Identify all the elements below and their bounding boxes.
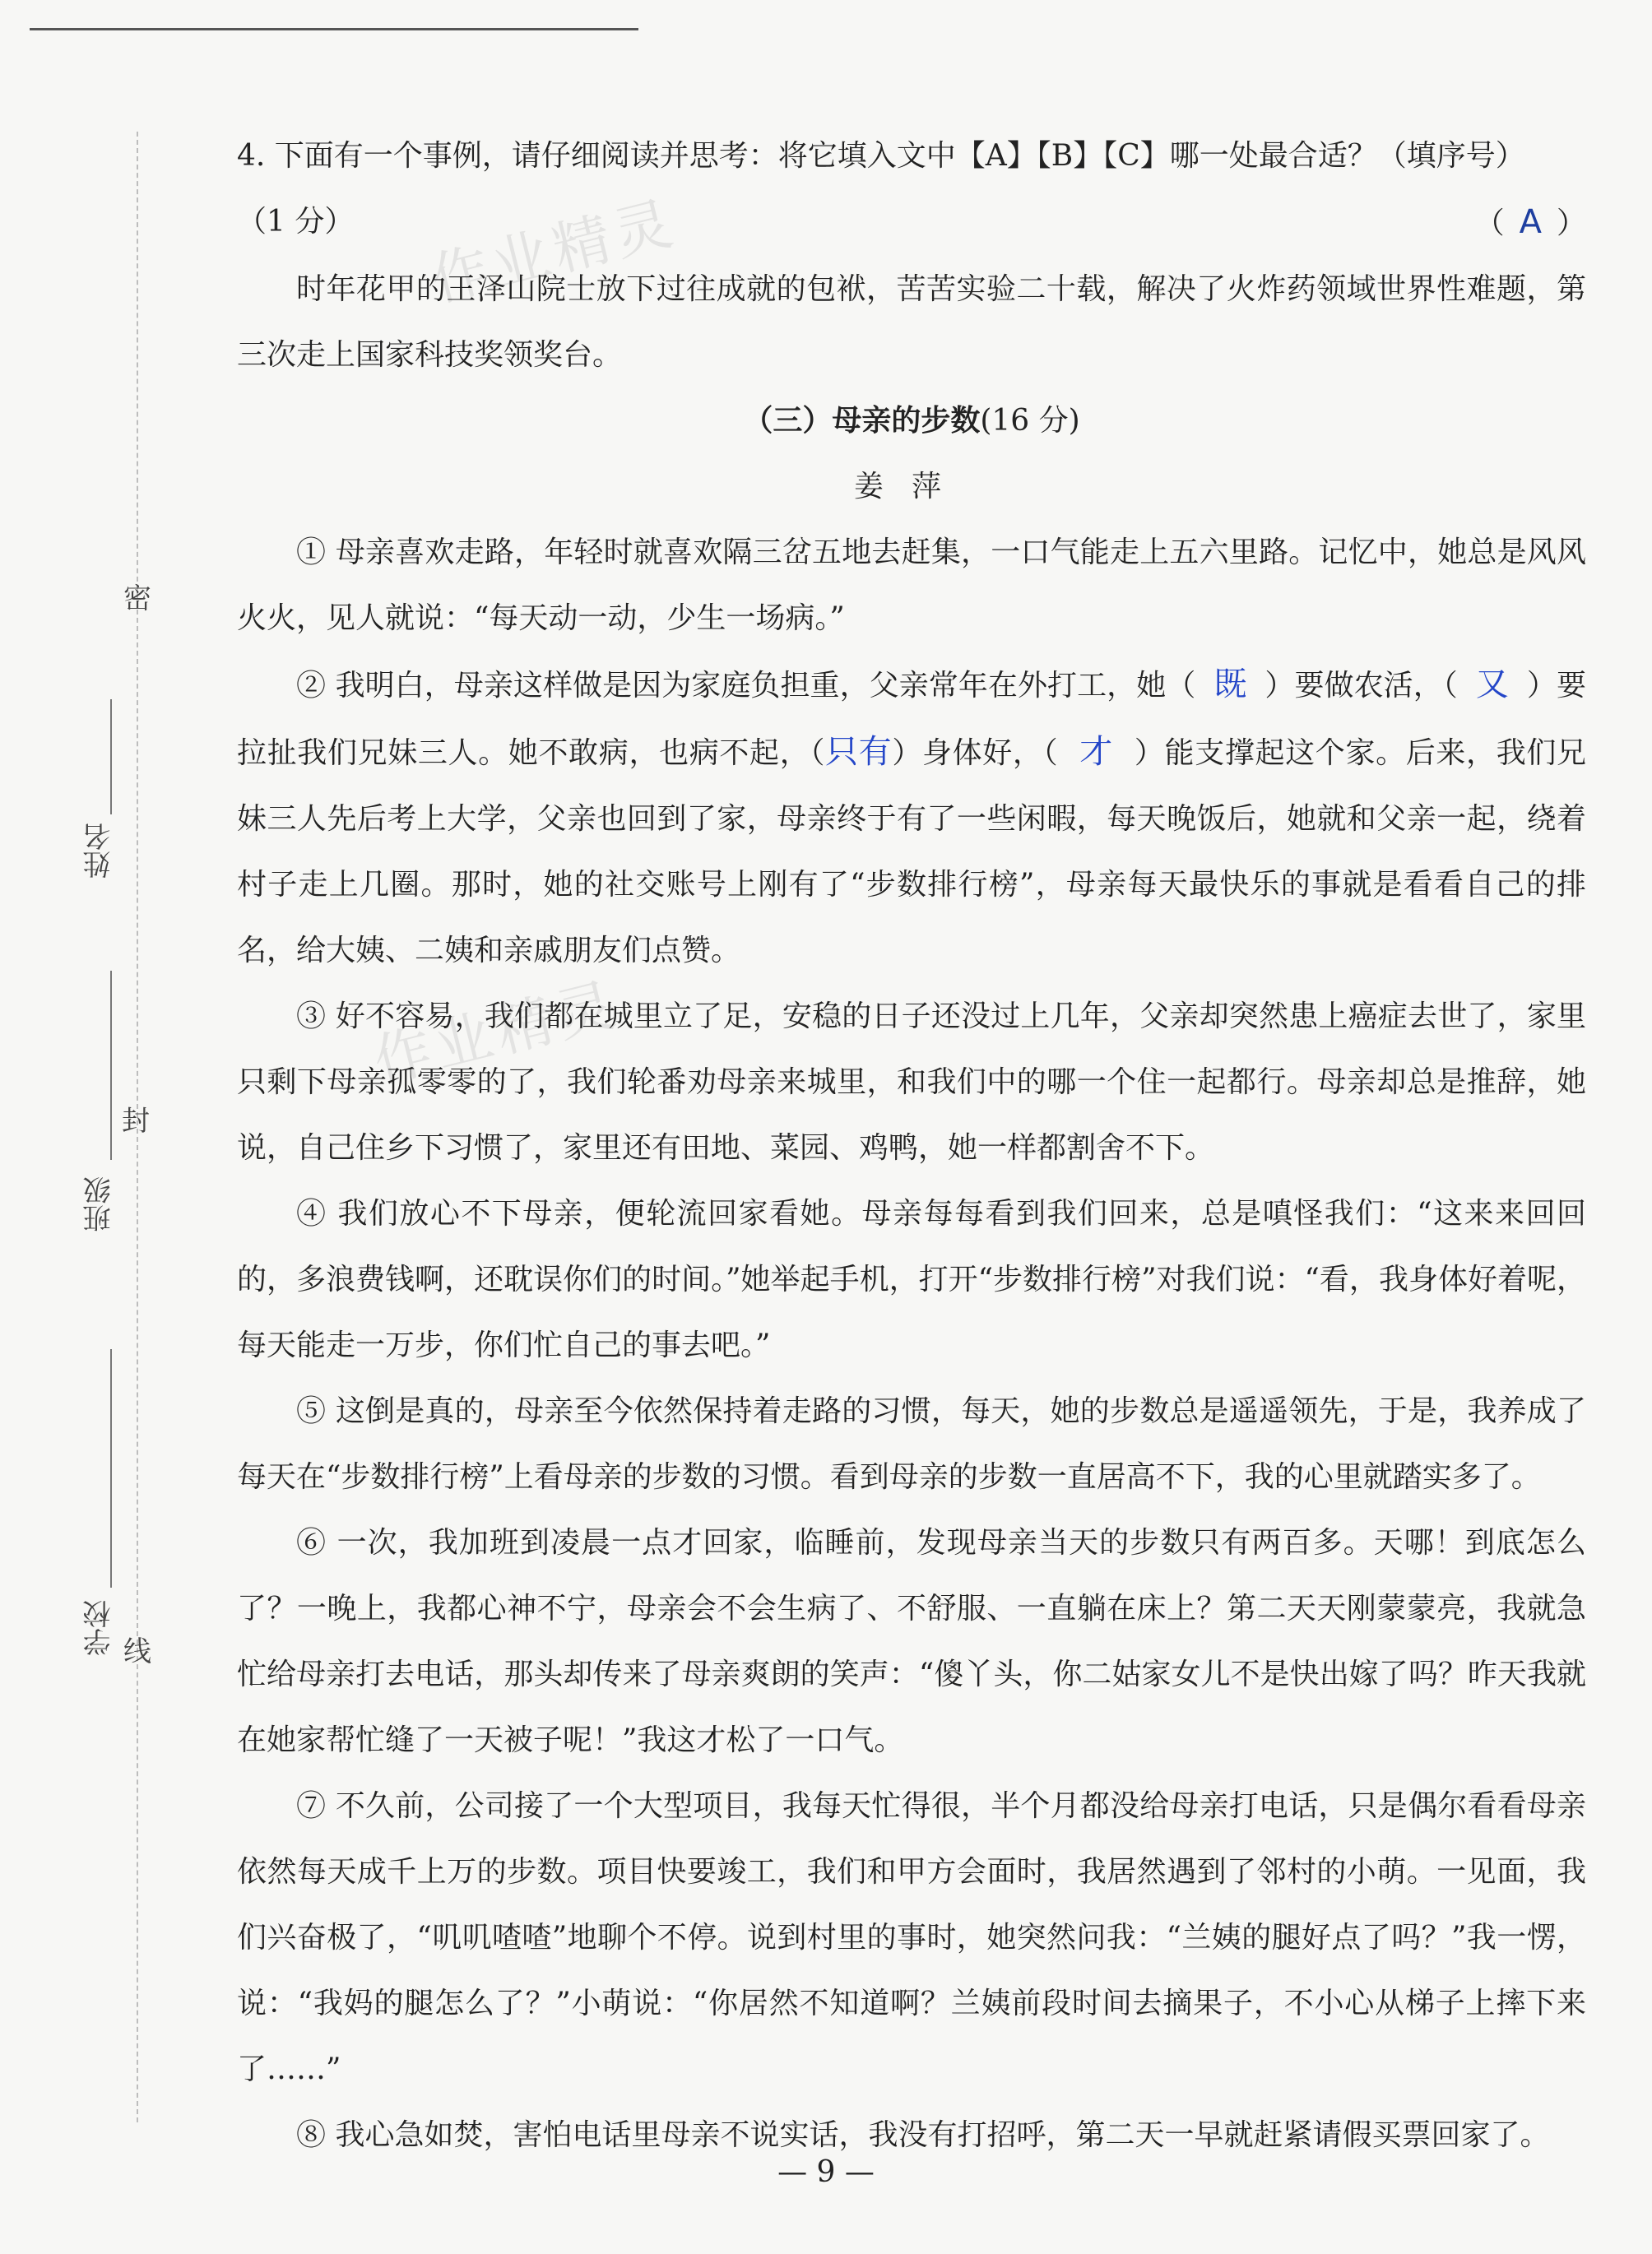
question-4-answer: A xyxy=(1519,203,1542,241)
question-4-answer-box[interactable] xyxy=(1475,189,1586,257)
paragraph-6: ⑥ 一次，我加班到凌晨一点才回家，临睡前，发现母亲当天的步数只有两百多。天哪！到底怎么了？一晚上，我都心神不宁，母亲会不会生病了、不舒服、一直躺在床上？第二天天刚蒙蒙亮，我就急忙给母亲打去电话，那头却传来了母亲爽朗的笑声：“傻丫头，你二姑家女儿不是快出嫁了吗？昨天我就在她家帮忙缝了一天被子呢！”我这才松了一口气。 xyxy=(237,1526,1586,1757)
page-number: — 9 — xyxy=(777,2155,875,2189)
class-field-label: 班级 xyxy=(83,1176,116,1232)
paragraph-8: ⑧ 我心急如焚，害怕电话里母亲不说实话，我没有打招呼，第二天一早就赶紧请假买票回家了。 xyxy=(296,2118,1550,2152)
section-title xyxy=(237,388,1586,454)
seal-word-xian: 线 xyxy=(123,1635,151,1668)
question-4-example: 时年花甲的王泽山院士放下过往成就的包袱，苦苦实验二十载，解决了火炸药领域世界性难题，第三次走上国家科技奖领奖台。 xyxy=(237,272,1586,372)
content-area xyxy=(237,123,1586,2168)
answer-close-paren: ） xyxy=(1556,206,1586,240)
seal-word-mi: 密 xyxy=(123,582,151,615)
paragraph-2 xyxy=(237,652,1586,984)
school-field-label: 学校 xyxy=(83,1600,116,1656)
fill-blank-1[interactable]: 既 xyxy=(1213,666,1247,703)
section-title-text: （三）母亲的步数 xyxy=(743,404,981,438)
seal-word-feng: 封 xyxy=(122,1105,150,1138)
answer-open-paren: （ xyxy=(1474,206,1505,240)
fill-blank-4[interactable]: 才 xyxy=(1079,733,1113,771)
class-field-line[interactable] xyxy=(110,971,112,1160)
question-4-score: （1 分） xyxy=(237,205,355,239)
p2-text-a: ② 我明白，母亲这样做是因为家庭负担重，父亲常年在外打工，她（ xyxy=(296,669,1196,703)
question-4-prompt: 4. 下面有一个事例，请仔细阅读并思考：将它填入文中【A】【B】【C】哪一处最合适？（填序号） xyxy=(237,139,1525,173)
paragraph-7: ⑦ 不久前，公司接了一个大型项目，我每天忙得很，半个月都没给母亲打电话，只是偶尔看看母亲依然每天成千上万的步数。项目快要竣工，我们和甲方会面时，我居然遇到了邻村的小萌。一见面，我们兴奋极了，“叽叽喳喳”地聊个不停。说到村里的事时，她突然问我：“兰姨的腿好点了吗？”我一愣，说：“我妈的腿怎么了？”小萌说：“你居然不知道啊？兰姨前段时间去摘果子，不小心从梯子上摔下来了……” xyxy=(237,1789,1586,2086)
watermark: 作业精灵 xyxy=(424,188,684,315)
watermark: 作业精灵 xyxy=(366,970,626,1097)
p2-text-e: ）能支撑起这个家。后来，我们兄妹三人先后考上大学，父亲也回到了家，母亲终于有了一些闲暇，每天晚饭后，她就和父亲一起，绕着村子走上几圈。那时，她的社交账号上刚有了“步数排行榜”，母亲每天最快乐的事就是看看自己的排名，给大姨、二姨和亲戚朋友们点赞。 xyxy=(237,736,1586,967)
paragraph-3: ③ 好不容易，我们都在城里立了足，安稳的日子还没过上几年，父亲却突然患上癌症去世了，家里只剩下母亲孤零零的了，我们轮番劝母亲来城里，和我们中的哪一个住一起都行。母亲却总是推辞，她说，自己住乡下习惯了，家里还有田地、菜园、鸡鸭，她一样都割舍不下。 xyxy=(237,999,1586,1165)
paragraph-5: ⑤ 这倒是真的，母亲至今依然保持着走路的习惯，每天，她的步数总是遥遥领先，于是，我养成了每天在“步数排行榜”上看母亲的步数的习惯。看到母亲的步数一直居高不下，我的心里就踏实多了。 xyxy=(237,1394,1586,1494)
author: 姜萍 xyxy=(853,470,969,503)
paragraph-4: ④ 我们放心不下母亲，便轮流回家看她。母亲每每看到我们回来，总是嗔怪我们：“这来来回回的，多浪费钱啊，还耽误你们的时间。”她举起手机，打开“步数排行榜”对我们说：“看，我身体好着呢，每天能走一万步，你们忙自己的事去吧。” xyxy=(237,1197,1586,1362)
paragraph-1: ① 母亲喜欢走路，年轻时就喜欢隔三岔五地去赶集，一口气能走上五六里路。记忆中，她总是风风火火，见人就说：“每天动一动，少生一场病。” xyxy=(237,536,1586,635)
fill-blank-2[interactable]: 又 xyxy=(1475,666,1509,703)
p2-text-c: ）要拉扯我们兄妹三人。她不敢病，也病不起，（ xyxy=(237,669,1586,770)
top-rule xyxy=(30,28,638,30)
school-field-line[interactable] xyxy=(110,1349,112,1588)
name-field-line[interactable] xyxy=(110,699,112,814)
section-points: (16 分) xyxy=(980,404,1080,438)
name-field-label: 姓名 xyxy=(83,823,116,879)
p2-text-b: ）要做农活，（ xyxy=(1265,669,1458,703)
fill-blank-3[interactable]: 只有 xyxy=(825,733,893,771)
question-4-score-row xyxy=(237,189,1586,257)
question-4 xyxy=(237,123,1586,189)
p2-text-d: ）身体好，（ xyxy=(892,736,1059,770)
